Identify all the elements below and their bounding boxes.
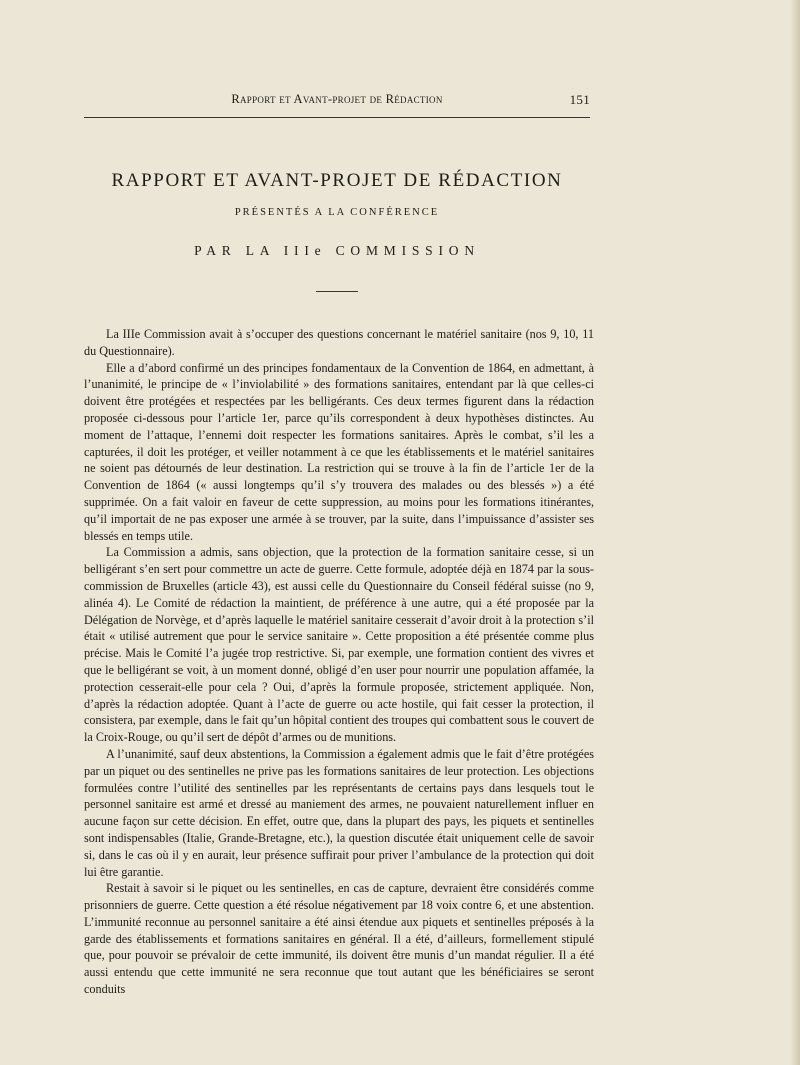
page-number: 151 xyxy=(569,92,590,107)
running-title: Rapport et Avant-projet de Rédaction xyxy=(231,92,443,106)
page-edge xyxy=(790,0,800,1065)
header-rule xyxy=(84,117,590,118)
document-subtitle-commission: PAR LA IIIe COMMISSION xyxy=(194,243,480,258)
title-divider xyxy=(316,291,358,292)
document-title: RAPPORT ET AVANT-PROJET DE RÉDACTION xyxy=(111,170,563,191)
paragraph: Elle a d’abord confirmé un des principes fondamentaux de la Convention de 1864, en admettant, à l’unanimité, le principe de « l’inviolabilité » des formations sanitaires, entendant par là que celles-ci doivent être protégées et respectées par les belligérants. Ces deux termes figurent dans la rédaction proposée ci-dessous pour l’article 1er, parce qu’ils correspondent à deux hypothèses distinctes. Au moment de l’attaque, l’ennemi doit respecter les formations sanitaires. Après le combat, s’il les a capturées, il doit les protéger, et veiller notamment à ce que les établissements et le matériel sanitaires ne soient pas détournés de leur destination. La restriction qui se trouve à la fin de l’article 1er de la Convention de 1864 (« aussi longtemps qu’il s’y trouvera des malades ou des blessés ») a été supprimée. On a fait valoir en faveur de cette suppression, au moins pour les formations itinérantes, qu’il importait de ne pas exposer une armée à se trouver, par la suite, dans l’impuissance d’assister ses blessés en temps utile. xyxy=(84,360,594,543)
document-subtitle: PRÉSENTÉS A LA CONFÉRENCE xyxy=(234,207,440,218)
paragraph: Restait à savoir si le piquet ou les sentinelles, en cas de capture, devraient être considérés comme prisonniers de guerre. Cette question a été résolue négativement par 18 voix contre 6, et une abstention. L’immunité reconnue au personnel sanitaire a été ainsi étendue aux piquets et sentinelles préposés à la garde des établissements et formations sanitaires en général. Il a été, d’ailleurs, formellement stipulé que, pour pouvoir se prévaloir de cette immunité, ils doivent être munis d’un mandat régulier. Il a été aussi entendu que cette immunité ne sera reconnue que tout autant que les bénéficiaires se seront conduits xyxy=(84,881,594,997)
paragraph: La Commission a admis, sans objection, que la protection de la formation sanitaire cesse, si un belligérant s’en sert pour commettre un acte de guerre. Cette formule, adoptée déjà en 1874 par la sous-commission de Bruxelles (article 43), est aussi celle du Questionnaire du Conseil fédéral suisse (no 9, alinéa 4). Le Comité de rédaction la maintient, de préférence à une autre, qui a été proposée par la Délégation de Norvège, et d’après laquelle le matériel sanitaire cesserait d’avoir droit à la protection s’il était « utilisé autrement que pour le service sanitaire ». Cette proposition a été présentée comme plus précise. Mais le Comité l’a jugée trop restrictive. Si, par exemple, une formation contient des vivres et que le belligérant se voit, à un moment donné, obligé d’en user pour nourrir une population affamée, la protection cesserait-elle pour cela ? Oui, d’après la formule proposée, strictement appliquée. Non, d’après la rédaction adoptée. Quant à l’acte de guerre ou acte hostile, qui fait cesser la protection, il consistera, par exemple, dans le fait qu’un hôpital contient des troupes qui combattent sous le couvert de la Croix-Rouge, ou qu’il sert de dépôt d’armes ou de munitions. xyxy=(84,545,594,745)
body-text xyxy=(84,326,594,998)
running-header xyxy=(84,92,590,112)
paragraph: A l’unanimité, sauf deux abstentions, la Commission a également admis que le fait d’être protégées par un piquet ou des sentinelles ne prive pas les formations sanitaires de leur protection. Les objections formulées contre l’utilité des sentinelles par les représentants de certains pays dans lesquels tout le personnel sanitaire est armé et dressé au maniement des armes, ne pouvaient naturellement influer en aucune façon sur cette décision. En effet, outre que, dans la plupart des pays, les piquets et sentinelles sont indispensables (Italie, Grande-Bretagne, etc.), la question discutée était uniquement celle de savoir si, dans le cas où il y en aurait, leur présence suffirait pour priver l’ambulance de la protection qui doit lui être garantie. xyxy=(84,746,594,879)
paragraph: La IIIe Commission avait à s’occuper des questions concernant le matériel sanitaire (nos 9, 10, 11 du Questionnaire). xyxy=(84,327,594,358)
